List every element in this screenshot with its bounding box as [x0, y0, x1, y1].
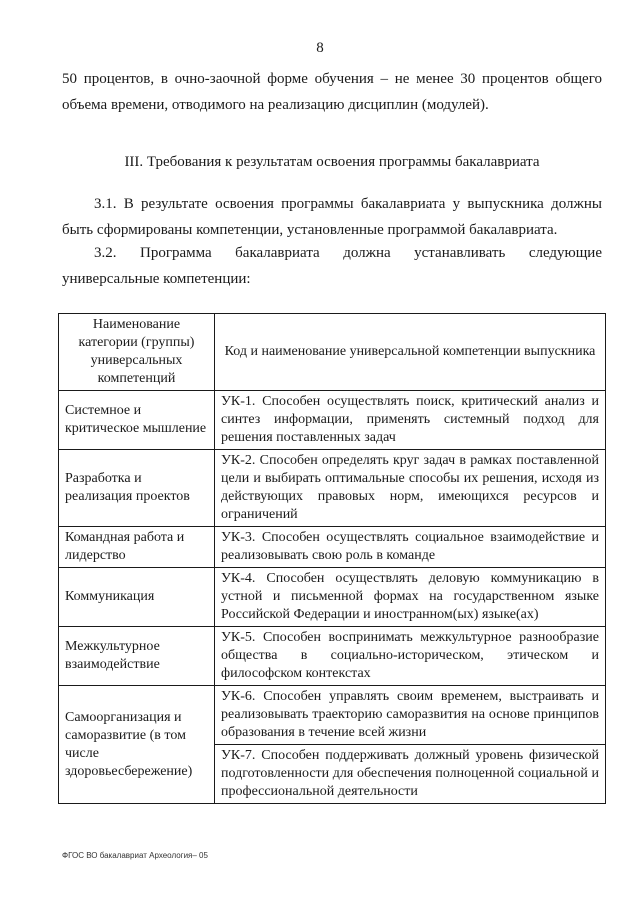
paragraph-1: 50 процентов, в очно-заочной форме обучения – не менее 30 процентов общего объема времени, отводимого на реализацию дисциплин (модулей).: [62, 71, 602, 113]
table-row: [59, 568, 606, 627]
paragraph-3-line-2: универсальные компетенции:: [62, 271, 251, 287]
competency-cell: УК-7. Способен поддерживать должный уровень физической подготовленности для обеспечения полноценной социальной и профессиональной деятельности: [215, 745, 606, 804]
paragraph-3-line-1: 3.2. Программа бакалавриата должна устанавливать следующие: [94, 245, 602, 261]
table-row: [59, 450, 606, 527]
competency-cell: УК-4. Способен осуществлять деловую коммуникацию в устной и письменной формах на государственном языке Российской Федерации и иностранном(ых) языке(ах): [215, 568, 606, 627]
competency-cell: УК-2. Способен определять круг задач в рамках поставленной цели и выбирать оптимальные способы их решения, исходя из действующих правовых норм, имеющихся ресурсов и ограничений: [215, 450, 606, 527]
competency-cell: УК-3. Способен осуществлять социальное взаимодействие и реализовывать свою роль в команде: [215, 527, 606, 568]
competency-cell: УК-6. Способен управлять своим временем, выстраивать и реализовывать траекторию саморазвития на основе принципов образования в течение всей жизни: [215, 686, 606, 745]
table-header-row: [59, 314, 606, 391]
header-competency: Код и наименование универсальной компетенции выпускника: [215, 314, 606, 391]
category-cell: Межкультурное взаимодействие: [59, 627, 215, 686]
paragraph-3: [62, 240, 602, 292]
table-row: [59, 686, 606, 745]
header-category: Наименование категории (группы) универсальных компетенций: [59, 314, 215, 391]
table-row: [59, 391, 606, 450]
category-cell: Самоорганизация и саморазвитие (в том числе здоровьесбережение): [59, 686, 215, 804]
competency-cell: УК-1. Способен осуществлять поиск, критический анализ и синтез информации, применять системный подход для решения поставленных задач: [215, 391, 606, 450]
category-cell: Разработка и реализация проектов: [59, 450, 215, 527]
competencies-table: [58, 313, 606, 804]
category-cell: Системное и критическое мышление: [59, 391, 215, 450]
table-row: [59, 627, 606, 686]
competency-cell: УК-5. Способен воспринимать межкультурное разнообразие общества в социально-историческом, этическом и философском контекстах: [215, 627, 606, 686]
category-cell: Коммуникация: [59, 568, 215, 627]
footer-text: ФГОС ВО бакалавриат Археология– 05: [62, 851, 208, 860]
category-cell: Командная работа и лидерство: [59, 527, 215, 568]
page-number: 8: [316, 40, 324, 56]
table-row: [59, 527, 606, 568]
section-heading: III. Требования к результатам освоения программы бакалавриата: [124, 154, 540, 170]
paragraph-2: 3.1. В результате освоения программы бакалавриата у выпускника должны быть сформированы компетенции, установленные программой бакалавриата.: [62, 196, 602, 238]
